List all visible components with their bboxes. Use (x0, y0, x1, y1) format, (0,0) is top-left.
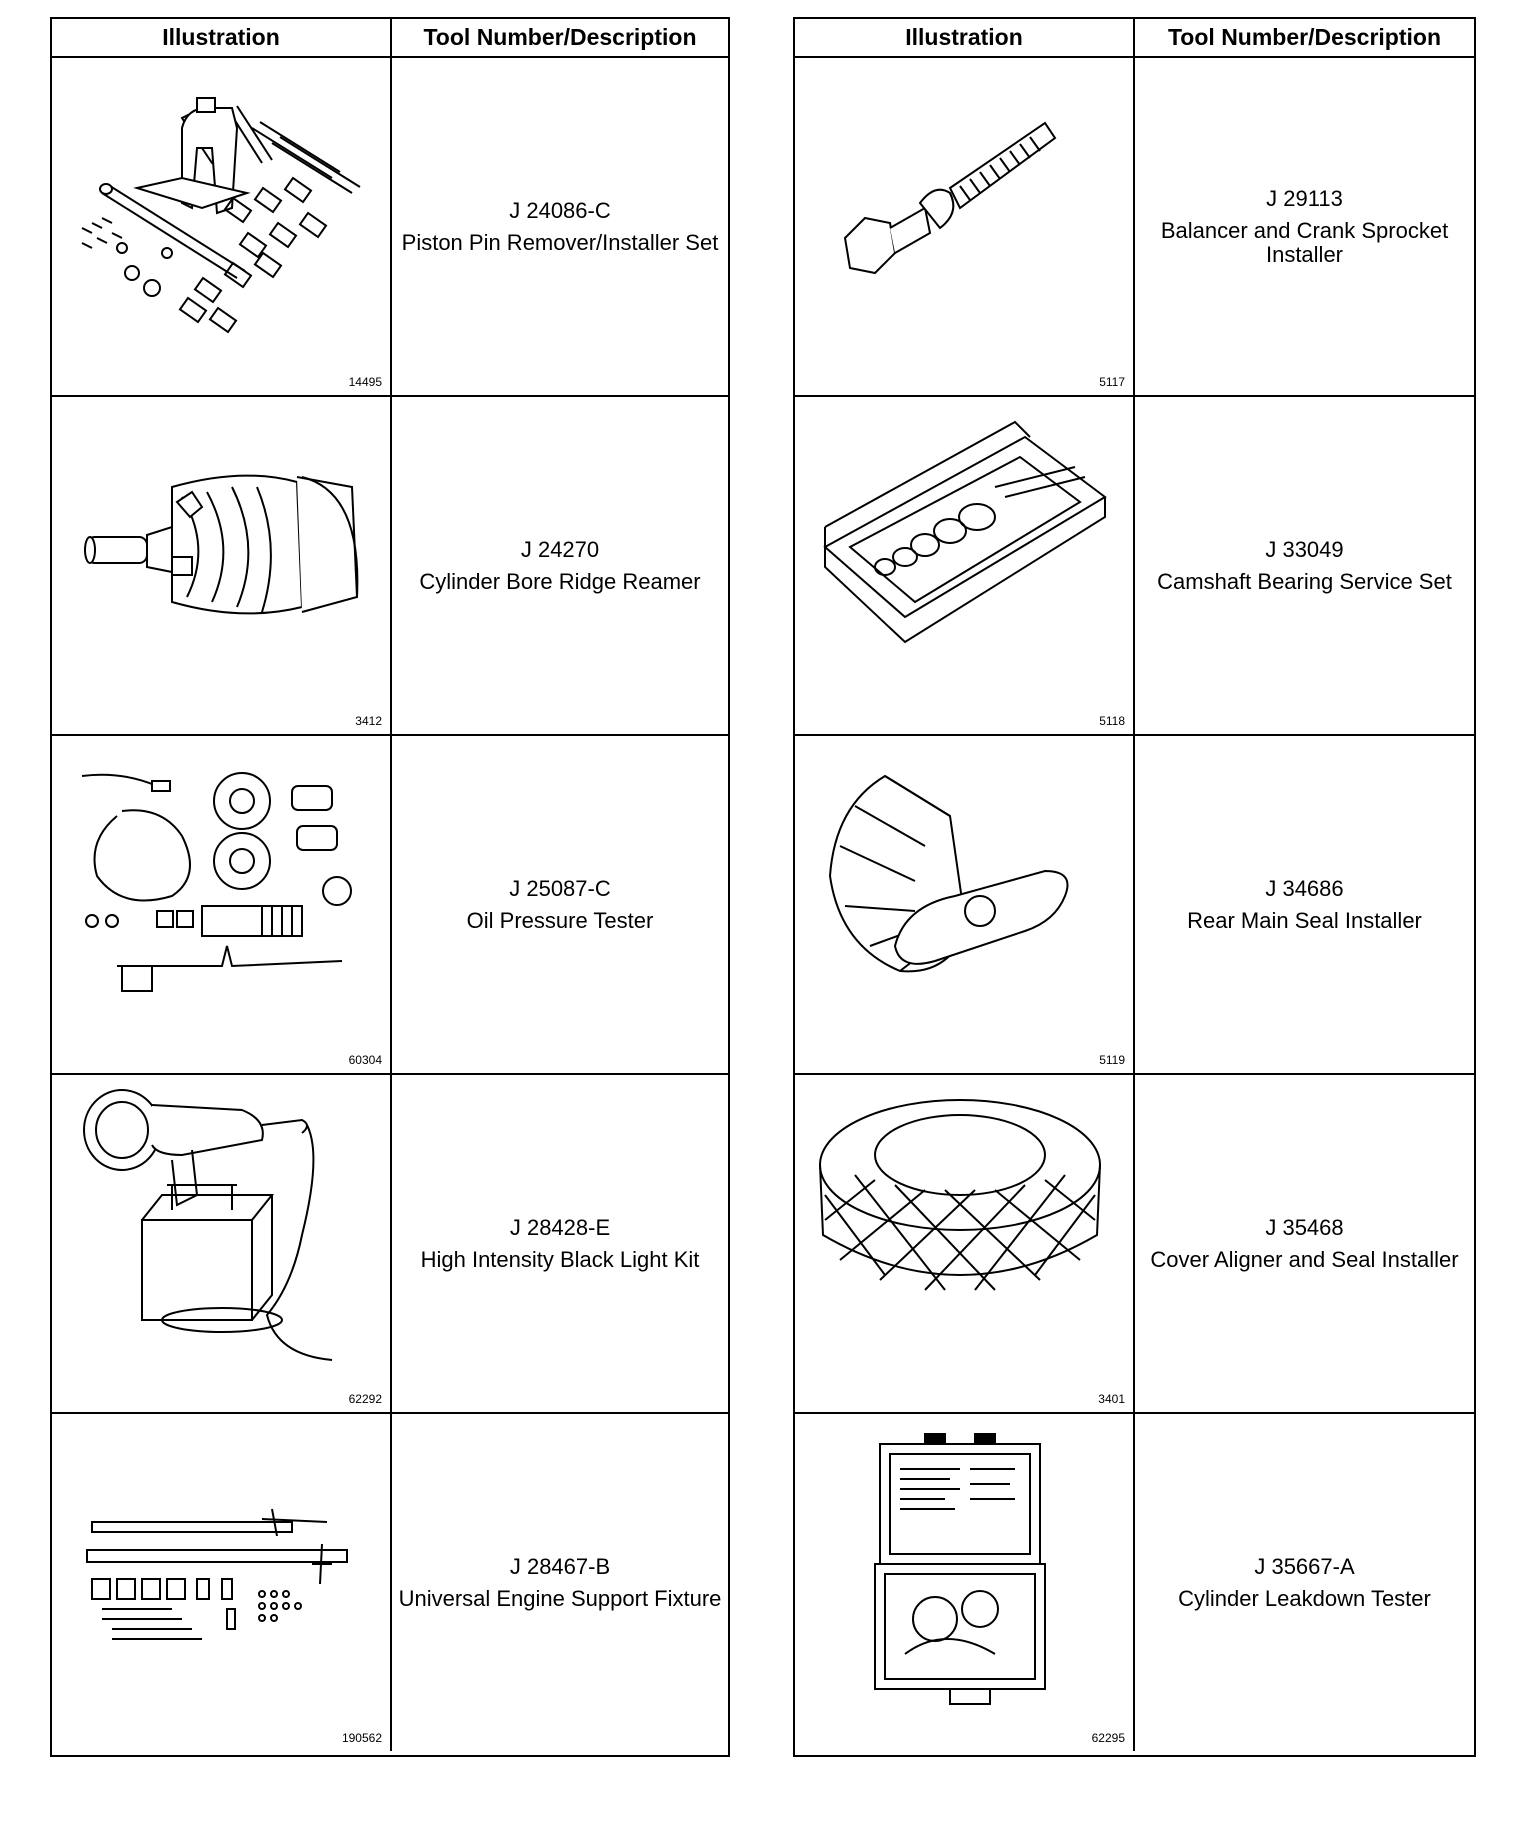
illustration-cell (52, 58, 392, 395)
rear-main-seal-installer-icon (805, 746, 1123, 1036)
tool-number: J 35667-A (1254, 1553, 1355, 1579)
tool-name: Balancer and Crank Sprocket Installer (1160, 217, 1449, 267)
table-row (795, 1414, 1474, 1751)
table-row (795, 397, 1474, 736)
tool-number: J 28467-B (509, 1553, 611, 1579)
table-row (795, 58, 1474, 397)
figure-number: 14495 (348, 375, 382, 389)
tool-description (392, 1414, 728, 1751)
tool-number: J 24086-C (509, 197, 611, 223)
illustration-cell (52, 1075, 392, 1412)
illustration-cell (52, 736, 392, 1073)
illustration-cell (795, 1414, 1135, 1751)
table-row (795, 736, 1474, 1075)
table-row (52, 397, 728, 736)
tool-number: J 29113 (1266, 185, 1343, 211)
black-light-kit-icon (62, 1085, 380, 1375)
tool-number: J 34686 (1265, 875, 1344, 901)
left-tools-table (50, 17, 730, 1757)
figure-number: 190562 (341, 1731, 382, 1745)
tool-name: Universal Engine Support Fixture (398, 1585, 722, 1611)
figure-number: 5118 (1099, 714, 1125, 728)
engine-support-fixture-icon (62, 1424, 380, 1714)
table-row (52, 1075, 728, 1414)
tool-name: Rear Main Seal Installer (1187, 907, 1422, 933)
tool-description (1135, 1075, 1474, 1412)
tool-description (1135, 736, 1474, 1073)
table-header (795, 19, 1474, 58)
tool-description (392, 1075, 728, 1412)
illustration-cell (795, 1075, 1135, 1412)
ridge-reamer-icon (62, 407, 380, 697)
piston-pin-set-icon (62, 68, 380, 358)
tool-description (1135, 1414, 1474, 1751)
table-header (52, 19, 728, 58)
tool-number: J 24270 (520, 536, 600, 562)
tool-header: Tool Number/Description (423, 24, 697, 50)
balancer-installer-icon (805, 68, 1123, 358)
camshaft-bearing-set-icon (805, 407, 1123, 697)
tool-header: Tool Number/Description (1167, 24, 1442, 50)
tool-number: J 28428-E (509, 1214, 611, 1240)
illustration-cell (52, 1414, 392, 1751)
table-row (52, 58, 728, 397)
tool-name: Cylinder Bore Ridge Reamer (419, 568, 701, 594)
tool-description (392, 397, 728, 734)
figure-number: 62292 (348, 1392, 382, 1406)
leakdown-tester-icon (805, 1424, 1123, 1714)
cover-aligner-icon (805, 1085, 1123, 1375)
figure-number: 62295 (1091, 1731, 1125, 1745)
illustration-cell (795, 736, 1135, 1073)
table-row (52, 736, 728, 1075)
illustration-cell (795, 397, 1135, 734)
illustration-header: Illustration (795, 19, 1135, 56)
tool-description (392, 736, 728, 1073)
tool-name: High Intensity Black Light Kit (420, 1246, 700, 1272)
tool-name: Cover Aligner and Seal Installer (1150, 1246, 1459, 1272)
tool-name: Piston Pin Remover/Installer Set (401, 229, 719, 255)
tool-description (1135, 397, 1474, 734)
figure-number: 3401 (1098, 1392, 1125, 1406)
figure-number: 60304 (348, 1053, 382, 1067)
figure-number: 5117 (1099, 375, 1125, 389)
illustration-cell (52, 397, 392, 734)
tool-number: J 25087-C (509, 875, 611, 901)
figure-number: 5119 (1099, 1053, 1125, 1067)
tool-number: J 35468 (1265, 1214, 1344, 1240)
tool-number: J 33049 (1265, 536, 1344, 562)
right-tools-table (793, 17, 1476, 1757)
table-row (795, 1075, 1474, 1414)
tool-description (1135, 58, 1474, 395)
table-row (52, 1414, 728, 1751)
illustration-header: Illustration (52, 19, 392, 56)
tool-name: Cylinder Leakdown Tester (1178, 1585, 1431, 1611)
tool-name: Oil Pressure Tester (466, 907, 654, 933)
tool-name: Camshaft Bearing Service Set (1157, 568, 1452, 594)
illustration-cell (795, 58, 1135, 395)
figure-number: 3412 (355, 714, 382, 728)
tool-description (392, 58, 728, 395)
oil-pressure-tester-icon (62, 746, 380, 1036)
